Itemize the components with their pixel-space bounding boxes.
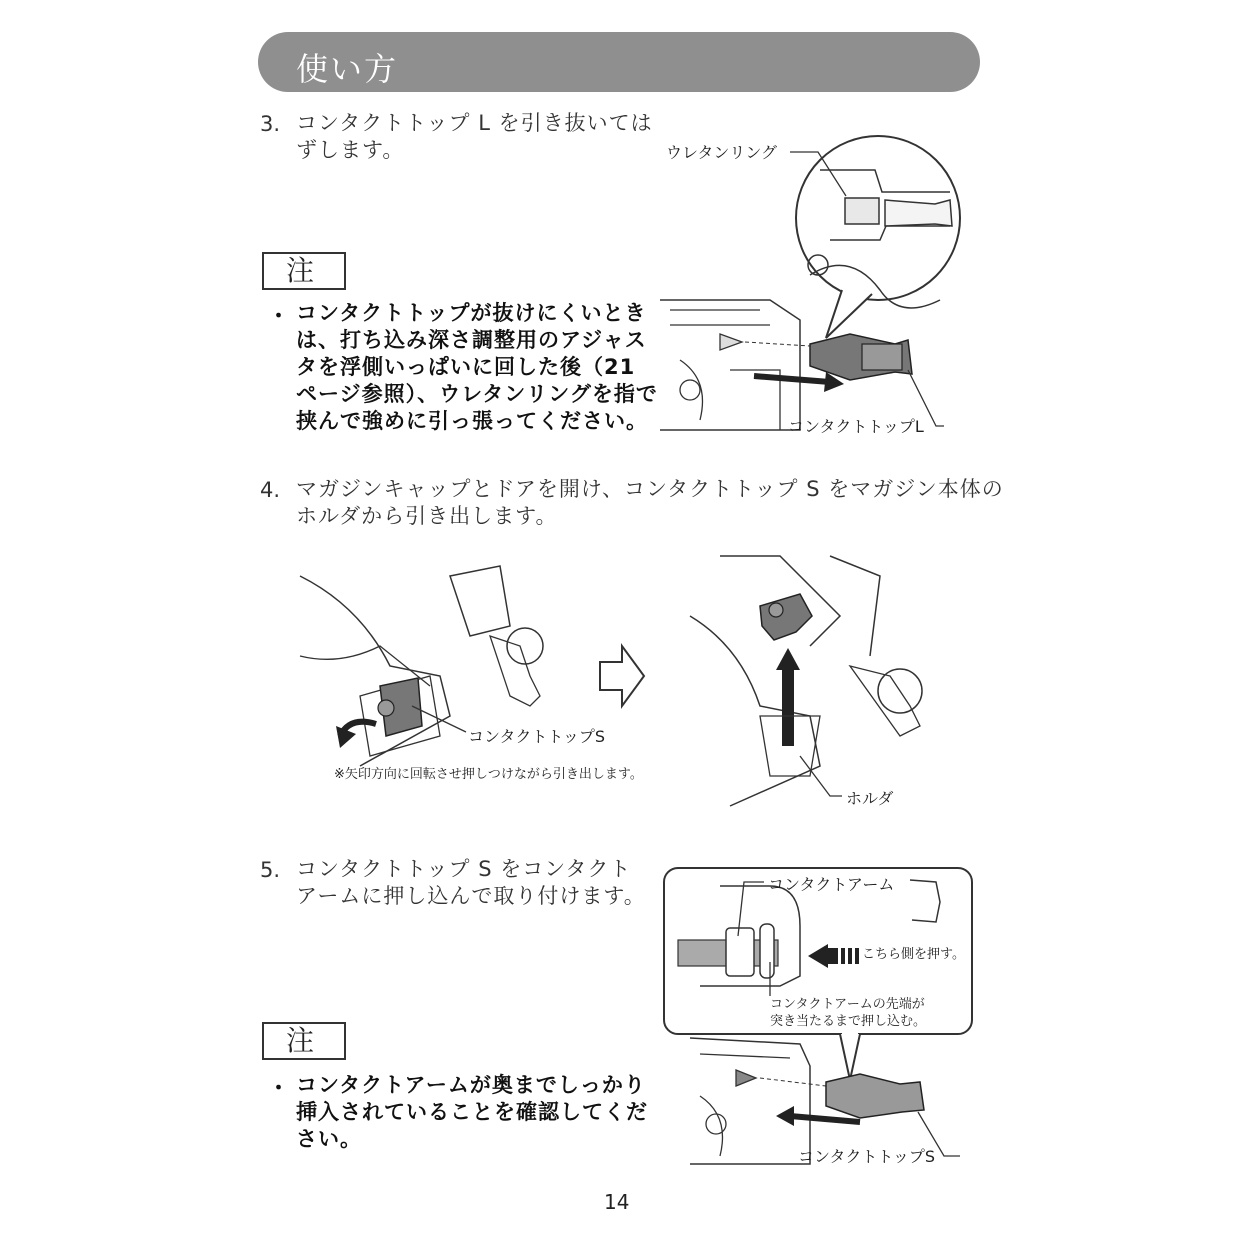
- step-5-text: [296, 856, 646, 910]
- label-contact-arm: コンタクトアーム: [768, 875, 895, 894]
- next-step-arrow-icon: [598, 644, 648, 708]
- note-1-text: [296, 300, 658, 435]
- note-1-line: コンタクトトップが抜けにくいとき: [296, 301, 647, 325]
- label-contact-top-s-2: コンタクトトップS: [798, 1147, 936, 1166]
- note-1-line: は、打ち込み深さ調整用のアジャス: [296, 328, 647, 352]
- step-3-text: [296, 110, 653, 164]
- step-4-line-2: ホルダから引き出します。: [296, 504, 558, 528]
- step-4-number: 4.: [260, 478, 281, 502]
- label-holder: ホルダ: [846, 789, 894, 808]
- label-contact-top-l: コンタクトトップL: [788, 417, 924, 436]
- step-3-number: 3.: [260, 112, 281, 136]
- step-5-line-1: コンタクトトップ S をコンタクト: [296, 857, 632, 881]
- label-insert-line-1: コンタクトアームの先端が: [770, 997, 925, 1012]
- note-1-line: ページ参照）、ウレタンリングを指で: [296, 382, 658, 406]
- step-3-line-2: ずします。: [296, 138, 405, 162]
- note-2-line: 挿入されていることを確認してくだ: [296, 1100, 648, 1124]
- page-number: 14: [604, 1190, 630, 1214]
- note-2-line: さい。: [296, 1127, 362, 1151]
- caption-rotate: ※矢印方向に回転させ押しつけながら引き出します。: [334, 767, 643, 782]
- label-contact-top-s-1: コンタクトトップS: [468, 727, 606, 746]
- note-label-2: 注: [262, 1022, 346, 1060]
- note-1-bullet: ・: [268, 304, 289, 328]
- step-5-line-2: アームに押し込んで取り付けます。: [296, 884, 646, 908]
- note-2-text: [296, 1072, 648, 1153]
- step-3-line-1: コンタクトトップ L を引き抜いては: [296, 111, 653, 135]
- note-1-line: 挟んで強めに引っ張ってください。: [296, 409, 648, 433]
- note-label-1: 注: [262, 252, 346, 290]
- note-2-bullet: ・: [268, 1076, 289, 1100]
- step-5-number: 5.: [260, 858, 281, 882]
- label-push-this-side: こちら側を押す。: [862, 947, 965, 962]
- figure-remove-contact-top-l: [650, 130, 970, 450]
- figure-pull-out-contact-top-s: [690, 556, 940, 816]
- label-insert-line-2: 突き当たるまで押し込む。: [770, 1014, 927, 1029]
- note-1-line: タを浮側いっぱいに回した後（21: [296, 355, 636, 379]
- step-4-line-1: マガジンキャップとドアを開け、コンタクトトップ S をマガジン本体の: [296, 477, 1004, 501]
- section-title: 使い方: [296, 50, 399, 88]
- label-insert-instruction: [770, 996, 926, 1030]
- step-4-text: [296, 476, 1004, 530]
- label-urethane-ring: ウレタンリング: [666, 143, 778, 162]
- note-2-line: コンタクトアームが奥までしっかり: [296, 1073, 646, 1097]
